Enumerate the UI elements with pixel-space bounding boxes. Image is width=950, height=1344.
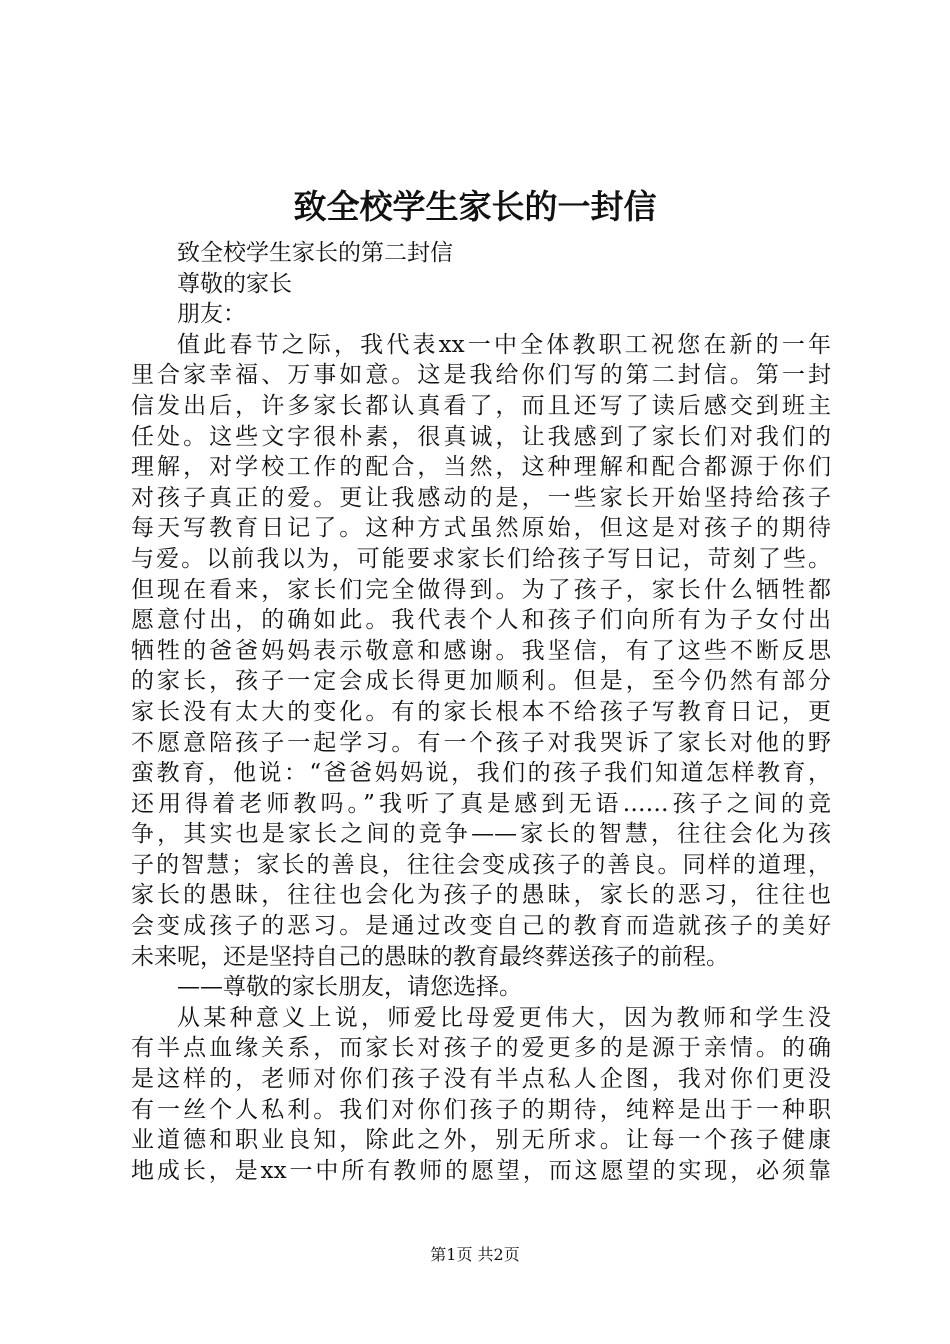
page-number-footer: 第1页 共2页	[430, 1245, 520, 1264]
text-line: 业道德和职业良知，除此之外，别无所求。让每一个孩子健康	[131, 1127, 831, 1154]
text-line: 有一丝个人私利。我们对你们孩子的期待，纯粹是出于一种职	[131, 1096, 831, 1123]
text-line: 朋友：	[177, 301, 246, 328]
text-line: 对孩子真正的爱。更让我感动的是，一些家长开始坚持给孩子	[131, 484, 831, 511]
text-line: 致全校学生家长的第二封信	[177, 240, 453, 266]
text-line: 会变成孩子的恶习。是通过改变自己的教育而造就孩子的美好	[131, 913, 831, 940]
text-line: 有半点血缘关系，而家长对孩子的爱更多的是源于亲情。的确	[131, 1035, 831, 1062]
text-line: 每天写教育日记了。这种方式虽然原始，但这是对孩子的期待	[131, 515, 831, 542]
text-line: ——尊敬的家长朋友，请您选择。	[177, 974, 522, 1001]
text-line: 是这样的，老师对你们孩子没有半点私人企图，我对你们更没	[131, 1066, 831, 1093]
text-line: 的家长，孩子一定会成长得更加顺利。但是，至今仍然有部分	[131, 668, 831, 695]
text-line: 牺牲的爸爸妈妈表示敬意和感谢。我坚信，有了这些不断反思	[131, 637, 831, 664]
document-title: 致全校学生家长的一封信	[293, 187, 657, 226]
text-line: 但现在看来，家长们完全做得到。为了孩子，家长什么牺牲都	[131, 576, 831, 603]
text-line: 蛮教育，他说：“爸爸妈妈说，我们的孩子我们知道怎样教育，	[131, 760, 831, 787]
text-line: 值此春节之际，我代表xx一中全体教职工祝您在新的一年	[177, 331, 831, 358]
text-line: 里合家幸福、万事如意。这是我给你们写的第二封信。第一封	[131, 362, 831, 389]
text-line: 愿意付出，的确如此。我代表个人和孩子们向所有为子女付出	[131, 607, 831, 634]
text-line: 子的智慧；家长的善良，往往会变成孩子的善良。同样的道理，	[131, 851, 831, 878]
document-body	[131, 238, 831, 1186]
text-line: 信发出后，许多家长都认真看了，而且还写了读后感交到班主	[131, 392, 831, 419]
text-line: 与爱。以前我以为，可能要求家长们给孩子写日记，苛刻了些。	[131, 545, 831, 572]
text-line: 理解，对学校工作的配合，当然，这种理解和配合都源于你们	[131, 454, 831, 481]
text-line: 任处。这些文字很朴素，很真诚，让我感到了家长们对我们的	[131, 423, 831, 450]
text-line: 家长的愚昧，往往也会化为孩子的愚昧，家长的恶习，往往也	[131, 882, 831, 909]
text-line: 地成长，是xx一中所有教师的愿望，而这愿望的实现，必须靠	[131, 1157, 831, 1184]
text-line: 家长没有太大的变化。有的家长根本不给孩子写教育日记，更	[131, 698, 831, 725]
text-line: 未来呢，还是坚持自己的愚昧的教育最终葬送孩子的前程。	[131, 943, 729, 970]
text-line: 尊敬的家长	[177, 270, 292, 297]
text-line: 不愿意陪孩子一起学习。有一个孩子对我哭诉了家长对他的野	[131, 729, 831, 756]
text-line: 从某种意义上说，师爱比母爱更伟大，因为教师和学生没	[177, 1004, 831, 1031]
text-line: 争，其实也是家长之间的竞争——家长的智慧，往往会化为孩	[131, 821, 831, 848]
text-line: 还用得着老师教吗。”我听了真是感到无语……孩子之间的竞	[131, 790, 831, 817]
